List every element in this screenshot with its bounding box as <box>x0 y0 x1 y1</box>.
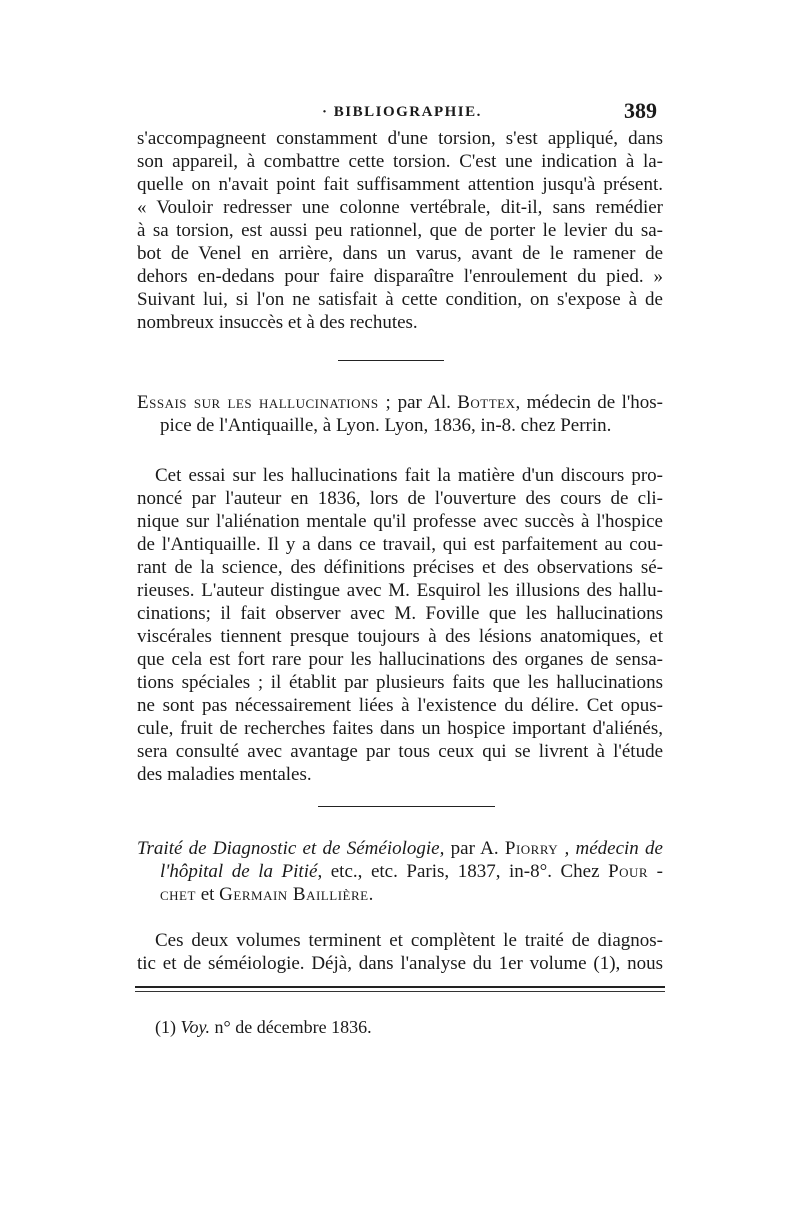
paragraph-line: noncé par l'auteur en 1836, lors de l'ouverture des cours de cli- <box>137 488 663 509</box>
heading-text: par A. <box>444 838 505 859</box>
footnote-separator <box>135 991 665 992</box>
heading-text: par Al. <box>391 392 458 413</box>
paragraph-line: dehors en-dedans pour faire disparaître l'enroulement du pied. » <box>137 266 663 287</box>
footnote <box>155 1016 372 1038</box>
paragraph-line: Cet essai sur les hallucinations fait la matière d'un discours pro- <box>155 465 663 486</box>
footnote-text: n° de décembre 1836. <box>210 1017 372 1037</box>
heading-text: , etc., etc. Paris, 1837, in-8°. Chez <box>317 861 609 882</box>
paragraph-line: s'accompagneent constamment d'une torsion, s'est appliqué, dans <box>137 128 663 149</box>
page-number: 389 <box>624 98 657 123</box>
section-divider <box>338 360 444 361</box>
publisher-name: Pour <box>608 861 649 882</box>
publisher-name: Germain Baillière <box>219 884 369 905</box>
running-header <box>137 98 657 128</box>
paragraph-line: ne sont pas nécessairement liées à l'existence du délire. Cet opus- <box>137 695 663 716</box>
paragraph-line: nombreux insuccès et à des rechutes. <box>137 312 418 333</box>
paragraph-line: cule, fruit de recherches faites dans un hospice important d'aliénés, <box>137 718 663 739</box>
author-role: , médecin de <box>558 838 663 859</box>
author-name: Piorry <box>504 838 559 859</box>
review-heading-line: pice de l'Antiquaille, à Lyon. Lyon, 1836, in-8. chez Perrin. <box>160 415 612 436</box>
review-heading <box>137 838 663 860</box>
heading-text: et <box>195 884 220 905</box>
paragraph-line: rant de la science, des définitions précises et des observations sé- <box>137 557 663 578</box>
paragraph-line: quelle on n'avait point fait suffisamment attention jusqu'à présent. <box>137 174 663 195</box>
review-heading-line: l'hôpital de la Pitié, etc., etc. Paris, 1837, in-8°. Chez Pour - <box>160 861 663 882</box>
running-title: · BIBLIOGRAPHIE. <box>322 104 482 120</box>
author-name: Bottex <box>457 392 516 413</box>
paragraph-line: que cela est fort rare pour les hallucinations des organes de sensa- <box>137 649 663 670</box>
paragraph-line: rieuses. L'auteur distingue avec M. Esquirol les illusions des hallu- <box>137 580 663 601</box>
footnote-separator <box>135 986 665 988</box>
paragraph-line: viscérales tiennent presque toujours à des lésions anatomiques, et <box>137 626 663 647</box>
paragraph-line: bot de Venel en arrière, dans un varus, avant de le ramener de <box>137 243 663 264</box>
paragraph-line: à sa torsion, est aussi peu rationnel, que de porter le levier du sa- <box>137 220 663 241</box>
footnote-marker: (1) <box>155 1017 176 1037</box>
paragraph-line: des maladies mentales. <box>137 764 312 785</box>
heading-text: . <box>368 884 374 905</box>
publisher-name: chet <box>160 884 196 905</box>
book-title: Essais sur les hallucinations ; <box>137 392 392 413</box>
paragraph-line: tic et de séméiologie. Déjà, dans l'analyse du 1er volume (1), nous <box>137 953 663 974</box>
paragraph-line: tions spéciales ; il établit par plusieurs faits que les hallucinations <box>137 672 663 693</box>
paragraph-line: Ces deux volumes terminent et complètent le traité de diagnos- <box>155 930 663 951</box>
paragraph-line: Suivant lui, si l'on ne satisfait à cette condition, on s'expose à de <box>137 289 663 310</box>
review-heading-line <box>160 884 663 906</box>
review-heading <box>137 392 663 414</box>
book-title: Traité de Diagnostic et de Séméiologie, <box>137 838 445 859</box>
paragraph-line: « Vouloir redresser une colonne vertébrale, dit-il, sans remédier <box>137 197 663 218</box>
paragraph-line: sera consulté avec avantage par tous ceux qui se livrent à l'étude <box>137 741 663 762</box>
section-divider <box>318 806 495 807</box>
institution-name: l'hôpital de la Pitié <box>160 861 318 882</box>
paragraph-line: cinations; il fait observer avec M. Foville que les hallucinations <box>137 603 663 624</box>
paragraph-line: de l'Antiquaille. Il y a dans ce travail, qui est parfaitement au cou- <box>137 534 663 555</box>
heading-text: , médecin de l'hos- <box>515 392 664 413</box>
paragraph-line: son appareil, à combattre cette torsion. C'est une indication à la- <box>137 151 663 172</box>
footnote-abbrev: Voy. <box>180 1017 210 1037</box>
paragraph-line: nique sur l'aliénation mentale qu'il professe avec succès à l'hospice <box>137 511 663 532</box>
